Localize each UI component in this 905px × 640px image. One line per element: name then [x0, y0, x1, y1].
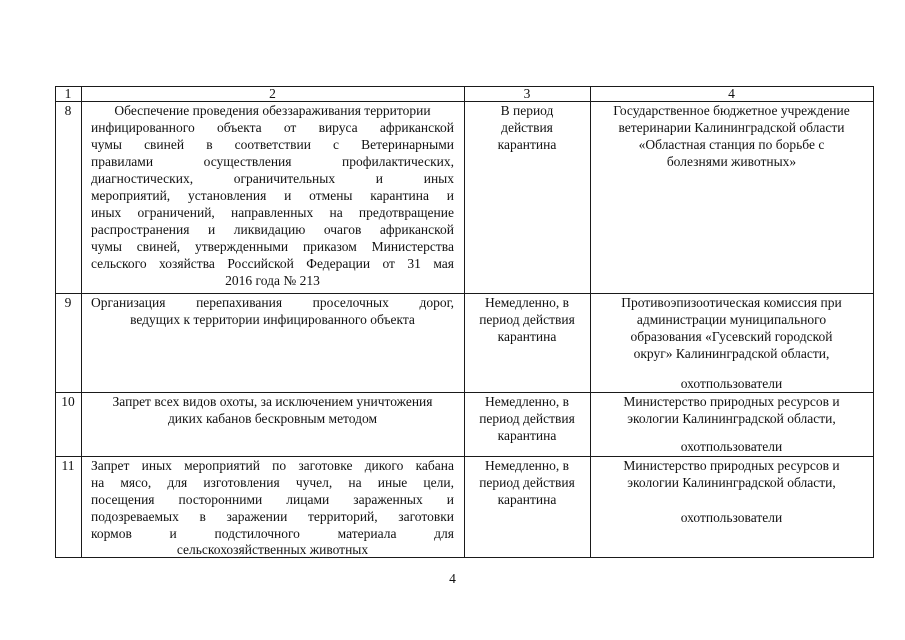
- text-line: Организация перепахивания проселочных дорог,: [91, 295, 454, 310]
- text-line: Запрет иных мероприятий по заготовке дикого кабана: [91, 458, 454, 473]
- text-line: болезнями животных»: [666, 154, 797, 169]
- text-line: Государственное бюджетное учреждение: [613, 103, 850, 118]
- text-line: Противоэпизоотическая комиссия при: [621, 295, 842, 310]
- text-line: посещения посторонними лицами зараженных и: [91, 492, 454, 507]
- text-line: охотпользователи: [680, 510, 783, 525]
- row-number: 8: [64, 103, 72, 118]
- text-line: ведущих к территории инфицированного объекта: [130, 312, 415, 327]
- header-col-1: 1: [64, 86, 72, 101]
- text-line: Министерство природных ресурсов и: [623, 394, 840, 409]
- text-line: администрации муниципального: [636, 312, 827, 327]
- text-line: карантина: [497, 428, 557, 443]
- text-line: образования «Гусевский городской: [630, 329, 833, 344]
- text-line: ветеринарии Калининградской области: [618, 120, 845, 135]
- text-line: Немедленно, в: [484, 394, 570, 409]
- text-line: Обеспечение проведения обеззараживания территории: [114, 103, 431, 118]
- text-line: сельского хозяйства Российской Федерации от 31 мая: [91, 256, 454, 271]
- text-line: на мясо, для изготовления чучел, на иные цели,: [91, 475, 454, 490]
- text-line: 2016 года № 213: [225, 273, 320, 288]
- text-line: чумы свиней в соответствии с Ветеринарными: [91, 137, 454, 152]
- text-line: Немедленно, в: [484, 458, 570, 473]
- header-col-2: 2: [269, 86, 276, 101]
- page-number: 4: [449, 571, 456, 586]
- text-line: Министерство природных ресурсов и: [623, 458, 840, 473]
- row-number: 10: [61, 394, 75, 409]
- text-line: чумы свиней, утвержденными приказом Министерства: [91, 239, 454, 254]
- text-line: действия: [501, 120, 553, 135]
- text-line: период действия: [479, 475, 575, 490]
- text-line: период действия: [479, 411, 575, 426]
- row-number: 9: [64, 295, 72, 310]
- text-line: охотпользователи: [680, 439, 783, 454]
- text-line: охотпользователи: [680, 376, 783, 391]
- text-line: кормов и подстилочного материала для: [91, 526, 454, 541]
- text-line: подозреваемых в заражении территорий, заготовки: [91, 509, 454, 524]
- text-line: «Областная станция по борьбе с: [638, 137, 825, 152]
- text-line: инфицированного объекта от вируса африканской: [91, 120, 454, 135]
- text-line: иных ограничений, направленных на предотвращение: [91, 205, 454, 220]
- text-line: округ» Калининградской области,: [633, 346, 830, 361]
- text-line: мероприятий, установления и отмены карантина и: [91, 188, 454, 203]
- header-col-4: 4: [728, 86, 735, 101]
- text-line: диагностических, ограничительных и иных: [91, 171, 454, 186]
- text-line: В период: [500, 103, 554, 118]
- text-line: сельскохозяйственных животных: [176, 542, 369, 557]
- text-line: экологии Калининградской области,: [627, 475, 836, 490]
- header-col-3: 3: [523, 86, 531, 101]
- text-line: карантина: [497, 492, 557, 507]
- text-line: карантина: [497, 137, 557, 152]
- text-line: период действия: [479, 312, 575, 327]
- row-number: 11: [61, 458, 75, 473]
- text-line: экологии Калининградской области,: [627, 411, 836, 426]
- text-line: карантина: [497, 329, 557, 344]
- text-line: правилами осуществления профилактических,: [91, 154, 454, 169]
- text-line: Немедленно, в: [484, 295, 570, 310]
- text-line: диких кабанов бескровным методом: [167, 411, 378, 426]
- text-line: распространения и ликвидацию очагов африканской: [91, 222, 454, 237]
- text-line: Запрет всех видов охоты, за исключением уничтожения: [112, 394, 433, 409]
